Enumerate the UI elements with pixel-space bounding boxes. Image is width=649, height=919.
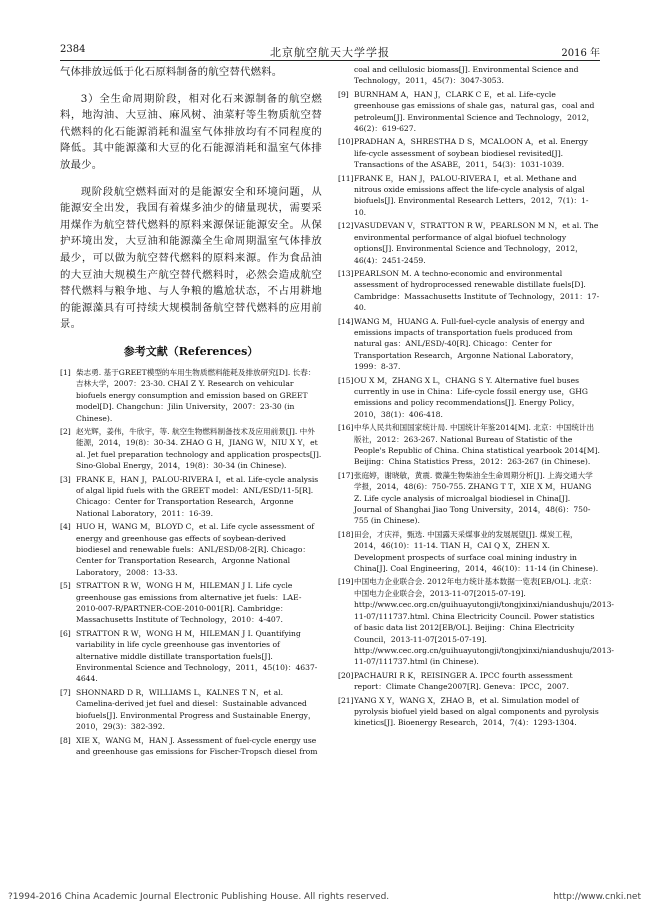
- reference-number: [18]: [338, 529, 354, 539]
- reference-text: 中华人民共和国国家统计局. 中国统计年鉴2014[M]. 北京：中国统计出版社，2012：263-267. National Bureau of Statistic of the People's Republic of China. China statistical yearbook 2014[M]. Beijing：China Statistics Press，2012：263-267 (in Chinese).: [354, 423, 600, 467]
- journal-year: 2016 年: [561, 48, 600, 59]
- reference-number: [3]: [60, 474, 71, 484]
- reference-number: [14]: [338, 316, 354, 326]
- reference-item: [60, 521, 322, 578]
- reference-list-right: [338, 64, 614, 729]
- reference-item: [338, 529, 600, 575]
- reference-text: SHONNARD D R，WILLIAMS L，KALNES T N，et al. Camelina-derived jet fuel and diesel：Sustainable advanced biofuels[J]. Environmental Progress and Sustainable Energy，2010，29(3)：382-392.: [76, 687, 316, 732]
- right-column: [338, 64, 614, 731]
- reference-number: [17]: [338, 470, 354, 480]
- reference-item: [338, 173, 600, 219]
- page-header: [60, 44, 600, 60]
- reference-number: [4]: [60, 522, 71, 532]
- reference-text: BURNHAM A，HAN J，CLARK C E，et al. Life-cycle greenhouse gas emissions of shale gas，natural gas，coal and petroleum[J]. Environmental Science and Technology，2012，46(2)：619-627.: [354, 89, 595, 134]
- journal-title: 北京航空航天大学学报: [270, 46, 390, 59]
- reference-item: [338, 316, 600, 373]
- footer-url[interactable]: http://www.cnki.net: [553, 892, 641, 902]
- reference-number: [5]: [60, 581, 71, 591]
- reference-list-left: [60, 367, 322, 757]
- reference-number: [10]: [338, 137, 354, 147]
- reference-item: [60, 687, 322, 733]
- reference-text: PRADHAN A，SHRESTHA D S，MCALOON A，et al. Energy life-cycle assessment of soybean biodiesel revisited[J]. Transactions of the ASABE，2011，54(3)：1031-1039.: [354, 137, 588, 170]
- reference-number: [19]: [338, 577, 354, 587]
- reference-item: [338, 89, 600, 135]
- reference-item: [338, 670, 600, 693]
- reference-item: [338, 576, 614, 667]
- reference-item: [60, 628, 322, 685]
- body-text: [60, 64, 322, 333]
- reference-text: PEARLSON M. A techno-economic and environmental assessment of hydroprocessed renewable distillate fuels[D]. Cambridge：Massachusetts Institute of Technology，2011：17-40.: [354, 268, 600, 313]
- reference-item: [338, 375, 600, 421]
- reference-number: [16]: [338, 423, 354, 433]
- reference-text: 赵光辉，姜伟，牛欣宇，等. 航空生物燃料制备技术及应用前景[J]. 中外能源，2014，19(8)：30-34. ZHAO G H，JIANG W，NIU X Y，et al. Jet fuel preparation technology and application prospects[J]. Sino-Global Energy，2014，19(8)：30-34 (in Chinese).: [76, 426, 322, 471]
- reference-text: FRANK E，HAN J，PALOU-RIVERA I，et al. Life-cycle analysis of algal lipid fuels with the GREET model：ANL/ESD/11-5[R]. Chicago：Center for Transportation Research，Argonne National Laboratory，2011：16-39.: [76, 474, 319, 518]
- reference-item: [338, 64, 600, 87]
- reference-text: FRANK E，HAN J，PALOU-RIVERA I，et al. Methane and nitrous oxide emissions affect the life-cycle analysis of algal biofuels[J]. Environmental Research Letters，2012，7(1)：1-10.: [354, 173, 589, 217]
- reference-text: OU X M，ZHANG X L，CHANG S Y. Alternative fuel buses currently in use in China：Life-cycle fossil energy use，GHG emissions and policy recommendations[J]. Energy Policy，2010，38(1)：406-418.: [354, 375, 588, 419]
- reference-number: [12]: [338, 221, 354, 231]
- reference-number: [20]: [338, 670, 354, 680]
- reference-text: 田会，才庆祥，甄选. 中国露天采煤事业的发展展望[J]. 煤炭工程，2014，46(10)：11-14. TIAN H，CAI Q X，ZHEN X. Development prospects of surface coal mining industry in China[J]. Coal Engineering，2014，46(10)：11-14 (in Chinese).: [354, 529, 599, 574]
- reference-text: 柴志勇. 基于GREET模型的车用生物质燃料能耗及排放研究[D]. 长春：吉林大学，2007：23-30. CHAI Z Y. Research on vehicular biofuels energy consumption and emission based on GREET model[D]. Changchun：Jilin University，2007：23-30 (in Chinese).: [76, 367, 316, 423]
- reference-item: [338, 220, 600, 266]
- reference-item: [60, 474, 322, 520]
- reference-number: [21]: [338, 695, 354, 705]
- reference-number: [1]: [60, 367, 71, 377]
- paragraph: 现阶段航空燃料面对的是能源安全和环境问题，从能源安全出发，我国有着煤多油少的储量现状，需要采用煤作为航空替代燃料的原料来源保证能源安全。从保护环境出发，大豆油和能源藻全生命周期温室气体排放最少，可以做为航空替代燃料的原料来源。作为食品油的大豆油大规模生产航空替代燃料时，必然会造成航空替代燃料与粮争地、与人争粮的尴尬状态，不占用耕地的能源藻具有可持续大规模制备航空替代燃料的应用前景。: [60, 185, 322, 331]
- paragraph: 气体排放远低于化石原料制备的航空替代燃料。: [60, 66, 283, 78]
- reference-item: [60, 735, 322, 758]
- reference-number: [7]: [60, 687, 71, 697]
- reference-text: STRATTON R W，WONG H M，HILEMAN J I. Life cycle greenhouse gas emissions from alternative jet fuels：LAE-2010-007-R/PARTNER-COE-2010-001[R]. Cambridge：Massachusetts Institute of Technology，2010：4-407.: [76, 581, 302, 625]
- header-rule: [60, 60, 600, 61]
- page-number: 2384: [60, 44, 86, 55]
- references-heading: 参考文献（References）: [123, 344, 259, 358]
- reference-item: [338, 422, 600, 468]
- reference-number: [13]: [338, 268, 354, 278]
- reference-text: WANG M，HUANG A. Full-fuel-cycle analysis of energy and emissions impacts of transportation fuels produced from natural gas：ANL/ESD/-40[R]. Chicago：Center for Transportation Research，Argonne National Laboratory，1999：8-37.: [354, 316, 585, 372]
- reference-number: [15]: [338, 375, 354, 385]
- left-column: [60, 64, 322, 759]
- paragraph: 3）全生命周期阶段，相对化石来源制备的航空燃料，地沟油、大豆油、麻风树、油菜籽等生物质航空替代燃料的化石能源消耗和温室气体排放均有不同程度的降低。其中能源藻和大豆的化石能源消耗和温室气体排放最少。: [60, 92, 322, 171]
- page-footer: [0, 890, 649, 906]
- reference-text: XIE X，WANG M，HAN J. Assessment of fuel-cycle energy use and greenhouse gas emissions for Fischer-Tropsch diesel from: [76, 735, 318, 756]
- reference-text: 张庭婷，谢晓敏，黄震. 微藻生物柴油全生命周期分析[J]. 上海交通大学学报，2014，48(6)：750-755. ZHANG T T，XIE X M，HUANG Z. Life cycle analysis of microalgal biodiesel in China[J]. Journal of Shanghai Jiao Tong University，2014，48(6)：750-755 (in Chinese).: [354, 470, 593, 526]
- reference-item: [60, 426, 322, 472]
- reference-text: YANG X Y，WANG X，ZHAO B，et al. Simulation model of pyrolysis biofuel yield based on algal components and pyrolysis kinetics[J]. Bioenergy Research，2014，7(4)：1293-1304.: [354, 695, 599, 728]
- reference-number: [2]: [60, 426, 71, 436]
- reference-text: VASUDEVAN V，STRATTON R W，PEARLSON M N，et al. The environmental performance of algal biofuel technology options[J]. Environmental Science and Technology，2012，46(4)：2451-2459.: [354, 221, 599, 265]
- reference-number: [8]: [60, 735, 71, 745]
- copyright-notice: ?1994-2016 China Academic Journal Electronic Publishing House. All rights reserved.: [8, 892, 390, 902]
- reference-text: HUO H，WANG M，BLOYD C，et al. Life cycle assessment of energy and greenhouse gas effects of soybean-derived biodiesel and renewable fuels：ANL/ESD/08-2[R]. Chicago：Center for Transportation Research，Argonne National Laboratory，2008：13-33.: [76, 522, 315, 577]
- reference-number: [11]: [338, 173, 354, 183]
- reference-number: [9]: [338, 89, 349, 99]
- reference-text: 中国电力企业联合会. 2012年电力统计基本数据一览表[EB/OL]. 北京：中国电力企业联合会，2013-11-07[2015-07-19]. http://www.cec.org.cn/guihuayutongji/tongjxinxi/niandushuju/2013-11-07/111737.html. China Electricity Council. Power statistics of basic data list 2012[EB/OL]. Beijing：China Electricity Council，2013-11-07[2015-07-19]. http://www.cec.org.cn/guihuayutongji/tongjxinxi/niandushuju/2013-11-07/111737.html (in Chinese).: [354, 577, 614, 667]
- reference-item: [338, 136, 600, 170]
- reference-number: [6]: [60, 628, 71, 638]
- reference-item: [338, 470, 600, 527]
- reference-text: PACHAURI R K，REISINGER A. IPCC fourth assessment report：Climate Change2007[R]. Geneva：IPCC，2007.: [354, 670, 573, 692]
- reference-item: [60, 367, 322, 424]
- reference-item: [60, 580, 322, 626]
- reference-item: [338, 268, 600, 314]
- reference-text: coal and cellulosic biomass[J]. Environmental Science and Technology，2011，45(7)：3047-3053.: [354, 65, 579, 86]
- reference-item: [338, 695, 600, 729]
- reference-text: STRATTON R W，WONG H M，HILEMAN J I. Quantifying variability in life cycle greenhouse gas inventories of alternative middle distillate transportation fuels[J]. Environmental Science and Technology，2011，45(10)：4637-4644.: [76, 628, 318, 684]
